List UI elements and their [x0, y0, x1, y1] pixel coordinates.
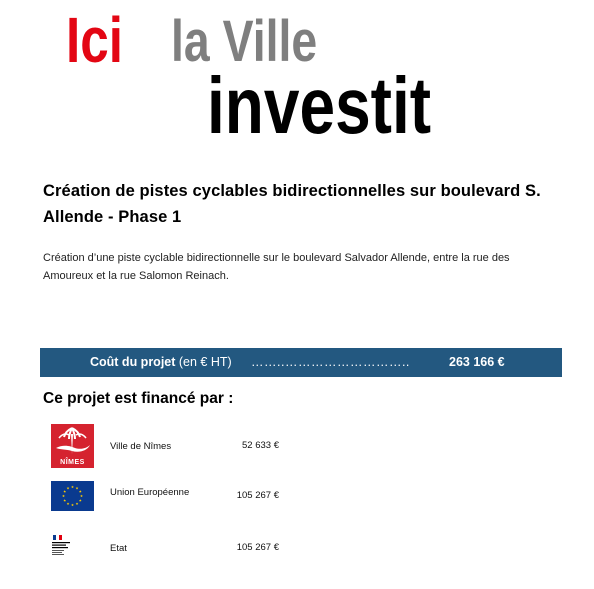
- cost-bar: [40, 348, 562, 377]
- funder-amount: 105 267 €: [236, 490, 279, 501]
- eu-star-icon: [76, 487, 79, 490]
- funding-title: Ce projet est financé par :: [43, 390, 234, 407]
- republique-francaise-logo: [51, 534, 71, 562]
- project-description: Création d’une piste cyclable bidirectionnelle sur le boulevard Salvador Allende, entre la rue des Amoureux et la rue Salomon Reinach.: [43, 252, 510, 282]
- eu-star-icon: [67, 502, 70, 505]
- eu-star-icon: [71, 504, 74, 507]
- european-union-flag: [51, 481, 94, 511]
- eu-star-icon: [76, 502, 79, 505]
- project-title: Création de pistes cyclables bidirectionnelles sur boulevard S. Allende - Phase 1: [43, 182, 541, 226]
- cost-label: Coût du projet: [90, 355, 176, 369]
- header-ici: Ici: [66, 4, 123, 76]
- funder-name: Ville de Nîmes: [110, 441, 172, 452]
- nimes-logo-text: NÎMES: [60, 459, 85, 466]
- cost-dots: ……..………………………..: [251, 355, 410, 369]
- eu-star-icon: [67, 487, 70, 490]
- cost-label-group: [90, 355, 232, 369]
- cost-amount: 263 166 €: [449, 355, 505, 369]
- eu-star-icon: [62, 495, 65, 498]
- cost-unit: (en € HT): [178, 355, 232, 369]
- funder-amount: 105 267 €: [236, 542, 279, 553]
- header-la-ville: la Ville: [171, 9, 318, 74]
- eu-star-icon: [79, 490, 82, 493]
- crocodile-palm-icon: [51, 424, 94, 458]
- eu-star-icon: [63, 490, 66, 493]
- header-investit: investit: [207, 61, 432, 150]
- funder-name: Etat: [110, 543, 127, 554]
- ville-de-nimes-logo: [51, 424, 94, 468]
- funder-amount: 52 633 €: [242, 440, 279, 451]
- funder-name: Union Européenne: [110, 487, 190, 498]
- eu-star-icon: [63, 499, 66, 502]
- eu-star-icon: [80, 495, 83, 498]
- eu-star-icon: [71, 486, 74, 489]
- eu-stars-icon: [51, 481, 94, 511]
- marianne-icon: [51, 534, 71, 562]
- eu-star-icon: [79, 499, 82, 502]
